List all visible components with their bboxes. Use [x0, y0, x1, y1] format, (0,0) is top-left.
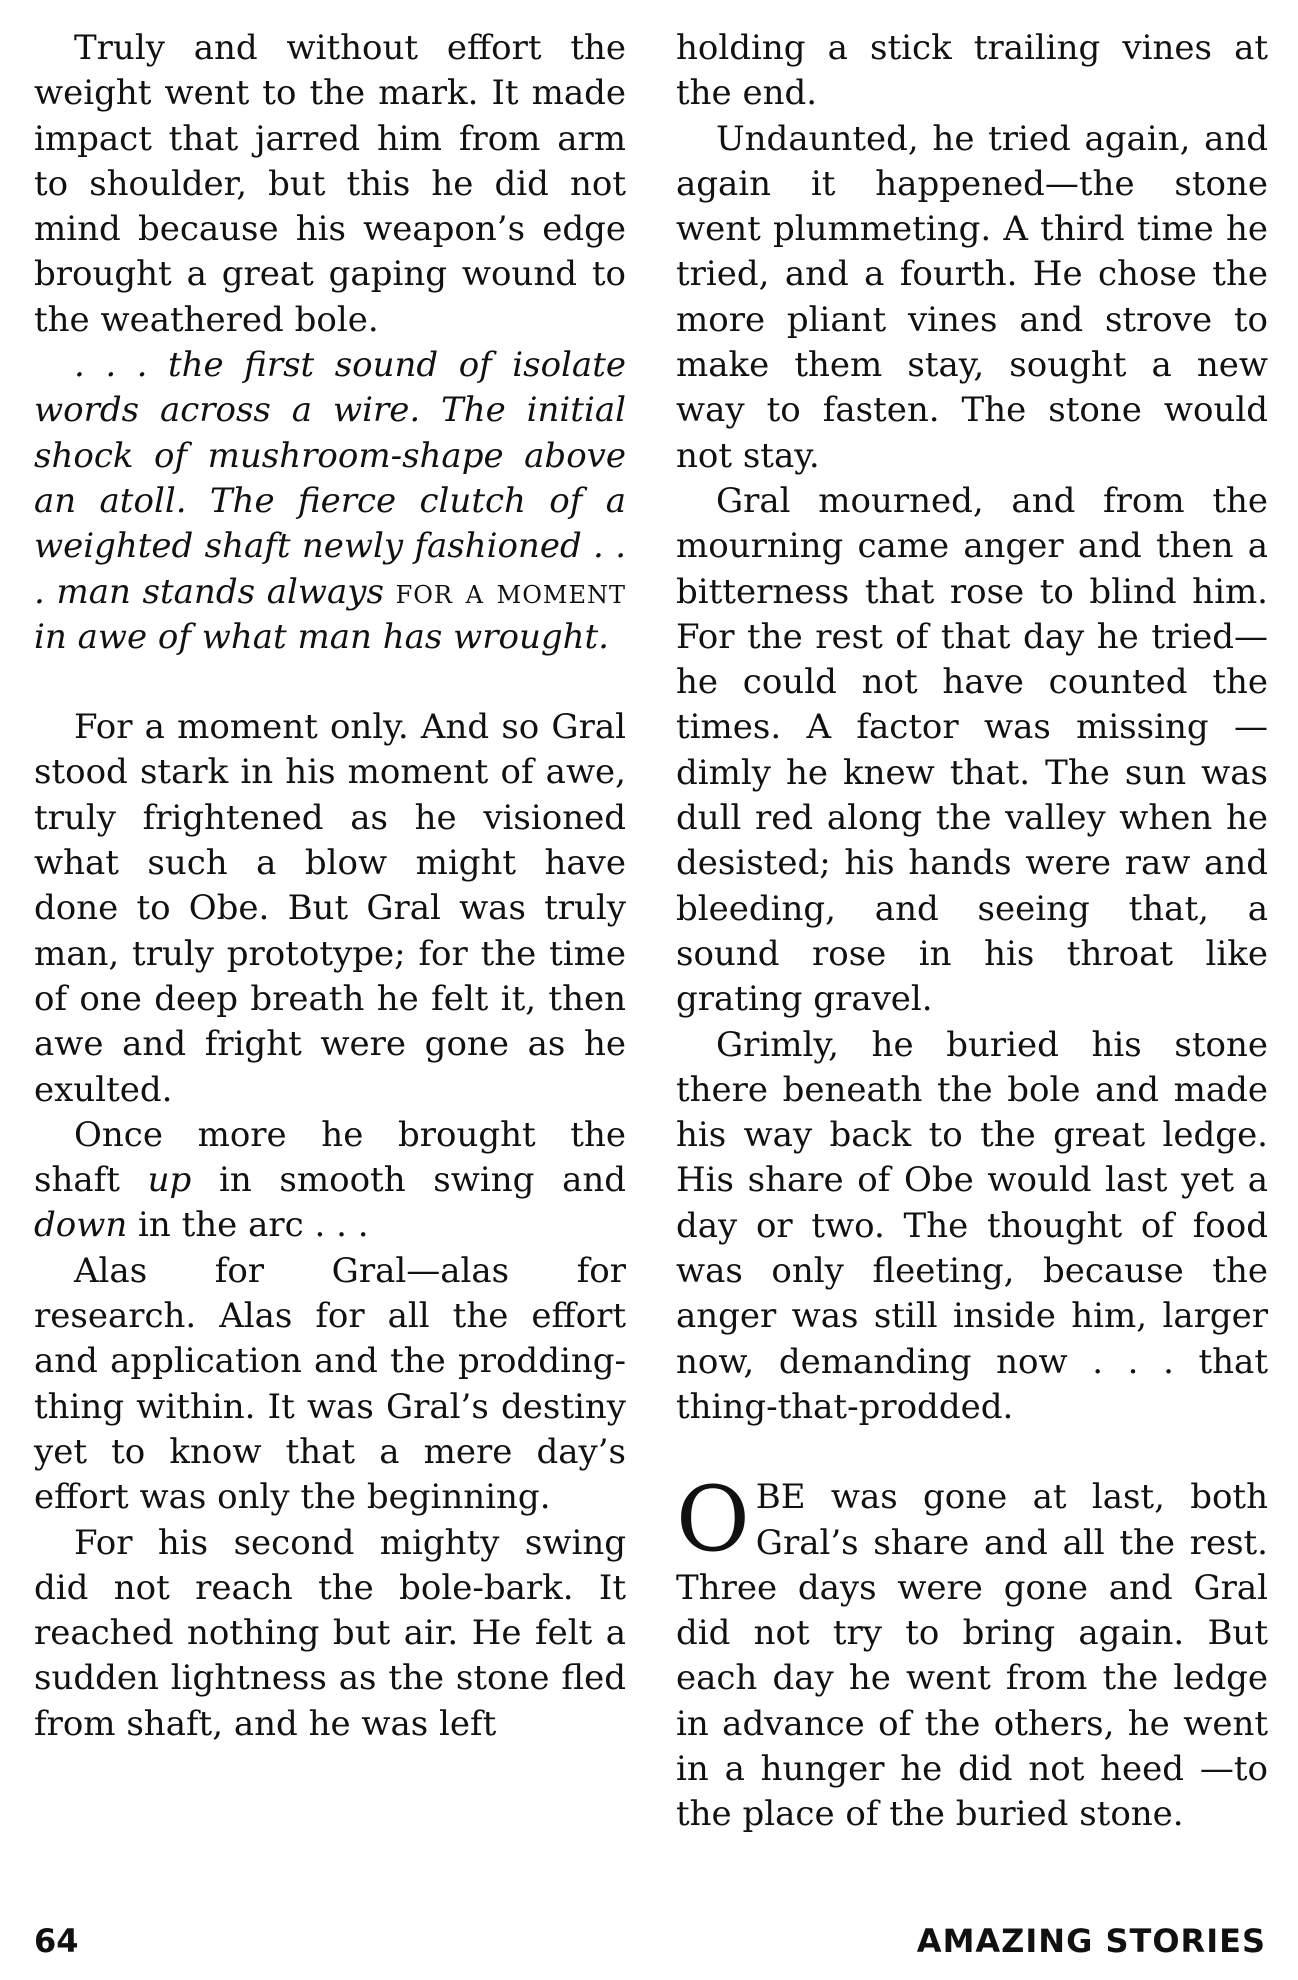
page-number: 64 [34, 1922, 79, 1960]
italic-interlude-text-b: in awe of what man has wrought. [34, 616, 609, 657]
paragraph-1-text: Truly and without effort the weight went to the mark. It made impact that jarred him from arm to shoulder, but this he did not mind because his weapon’s edge brought a great gaping wound to the weathered bole. [34, 28, 626, 340]
paragraph-undaunted-text: Undaunted, he tried again, and again it happened—the stone went plummeting. A third time he tried, and a fourth. He chose the more pliant vines and strove to make them stay, sought a new way to fasten. The stone would not stay. [676, 118, 1268, 476]
drop-cap-letter: O [676, 1467, 750, 1573]
drop-cap-lead: BE [755, 1477, 806, 1518]
paragraph-obe [676, 1467, 1268, 1837]
paragraph-grimly [676, 1023, 1268, 1431]
continuation-paragraph-text: holding a stick trailing vines at the end. [676, 28, 1268, 114]
paragraph-4-text-a: Once more he brought the shaft [34, 1114, 626, 1201]
paragraph-3-text: For a moment only. And so Gral stood stark in his moment of awe, truly frightened as he visioned what such a blow might have done to Obe. But Gral was truly man, truly prototype; for the time of one deep breath he felt it, then awe and fright were gone as he exulted. [34, 707, 626, 1110]
italic-interlude [34, 343, 626, 660]
small-caps-phrase: for a moment [395, 571, 626, 612]
italic-interlude-text-a: . . . the first sound of isolate words across a wire. The initial shock of mushroom-shape above an atoll. The fierce clutch of a weighted shaft newly fashioned . . . man stands always [34, 345, 626, 612]
paragraph-4 [34, 1113, 626, 1249]
continuation-paragraph [676, 26, 1268, 117]
emphasis-down: down [34, 1205, 128, 1246]
paragraph-1 [34, 26, 626, 343]
running-head: AMAZING STORIES [916, 1922, 1266, 1960]
paragraph-5 [34, 1249, 626, 1521]
right-text-column [676, 26, 1268, 1838]
paragraph-obe-text: was gone at last, both Gral’s share and all the rest. Three days were gone and Gral did not try to bring again. But each day he went from the ledge in advance of the others, he went in a hunger he did not heed —to the place of the buried stone. [676, 1477, 1268, 1835]
paragraph-grimly-text: Grimly, he buried his stone there beneath the bole and made his way back to the great ledge. His share of Obe would last yet a day or two. The thought of food was only fleeting, because the anger was still inside him, larger now, demanding now . . . that thing-that-prodded. [676, 1024, 1268, 1427]
paragraph-mourned-text: Gral mourned, and from the mourning came anger and then a bitterness that rose to blind him. For the rest of that day he tried—he could not have counted the times. A factor was missing —dimly he knew that. The sun was dull red along the valley when he desisted; his hands were raw and bleeding, and seeing that, a sound rose in his throat like grating gravel. [676, 480, 1268, 1020]
left-text-column [34, 26, 626, 1747]
section-gap [676, 1430, 1268, 1475]
emphasis-up: up [147, 1160, 192, 1201]
paragraph-undaunted [676, 117, 1268, 479]
section-gap [34, 660, 626, 705]
paragraph-3 [34, 705, 626, 1113]
paragraph-5-text: Alas for Gral—alas for research. Alas for all the effort and application and the prodding-thing within. It was Gral’s destiny yet to know that a mere day’s effort was only the beginning. [34, 1250, 626, 1518]
paragraph-4-text-c: in the arc . . . [138, 1205, 369, 1246]
paragraph-6 [34, 1521, 626, 1747]
paragraph-6-text: For his second mighty swing did not reach the bole-bark. It reached nothing but air. He felt a sudden lightness as the stone fled from shaft, and he was left [34, 1522, 626, 1744]
paragraph-mourned [676, 479, 1268, 1023]
paragraph-4-text-b: in smooth swing and [218, 1160, 627, 1201]
